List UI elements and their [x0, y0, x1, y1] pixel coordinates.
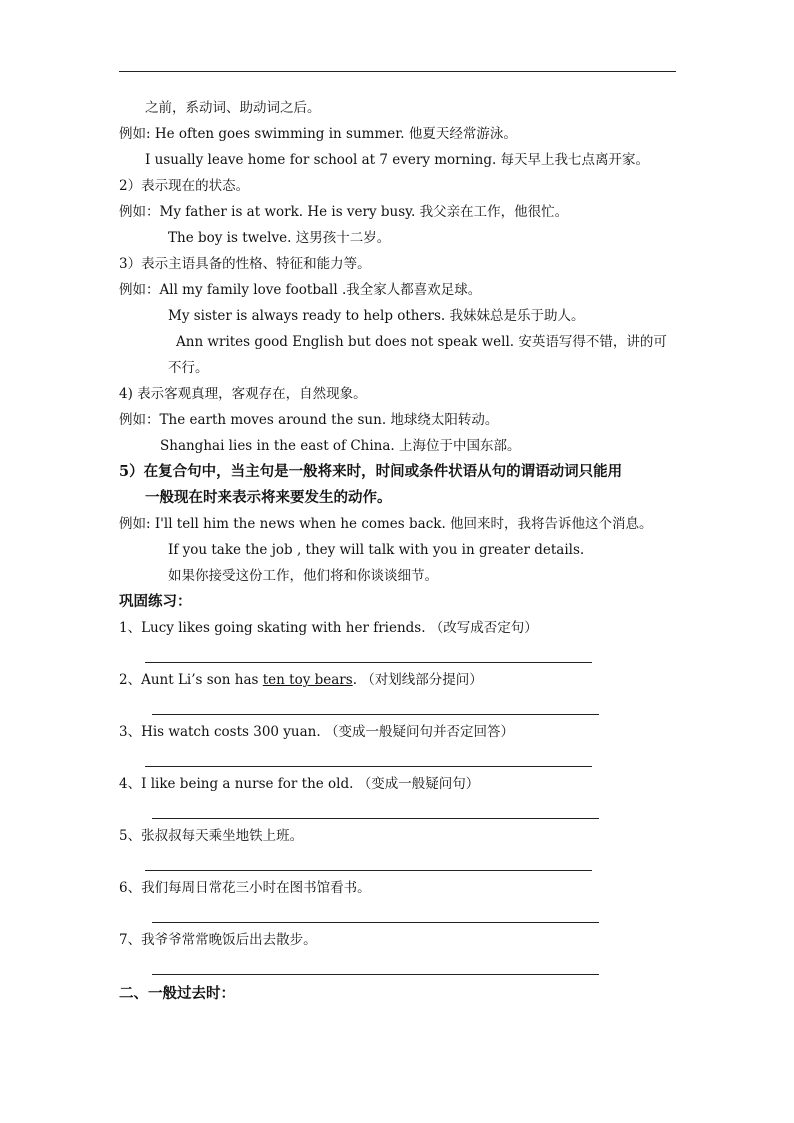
exercise-5: 5、张叔叔每天乘坐地铁上班。: [119, 828, 304, 844]
example-line: 例如: He often goes swimming in summer. 他夏天经常游泳。: [119, 126, 517, 142]
example-line: Shanghai lies in the east of China. 上海位于中国东部。: [160, 438, 521, 454]
example-line: 例如: I'll tell him the news when he comes back. 他回来时，我将告诉他这个消息。: [119, 516, 653, 532]
example-line: The boy is twelve. 这男孩十二岁。: [168, 230, 391, 246]
answer-blank-7[interactable]: [152, 974, 599, 975]
exercise-1: 1、Lucy likes going skating with her friends. （改写成否定句）: [119, 620, 538, 636]
answer-blank-3[interactable]: [145, 766, 592, 767]
exercise-2-prefix: 2、Aunt Li’s son has: [119, 672, 263, 688]
example-line: 不行。: [168, 360, 209, 376]
answer-blank-4[interactable]: [152, 818, 599, 819]
example-line: If you take the job , they will talk with you in greater details.: [168, 542, 585, 558]
exercise-7: 7、我爷爷常常晚饭后出去散步。: [119, 932, 317, 948]
text-line: 之前，系动词、助动词之后。: [145, 100, 321, 116]
header-rule: [119, 71, 676, 72]
exercise-2-suffix: . （对划线部分提问）: [352, 672, 483, 688]
example-line: Ann writes good English but does not speak well. 安英语写得不错，讲的可: [176, 334, 667, 350]
exercise-heading: 巩固练习：: [119, 593, 192, 610]
example-line: 例如：My father is at work. He is very busy. 我父亲在工作，他很忙。: [119, 204, 569, 220]
example-line: 如果你接受这份工作，他们将和你谈谈细节。: [168, 568, 438, 584]
answer-blank-6[interactable]: [152, 922, 599, 923]
exercise-4: 4、I like being a nurse for the old. （变成一般疑问句）: [119, 776, 480, 792]
underlined-phrase: ten toy bears: [262, 672, 353, 688]
example-line: 例如：The earth moves around the sun. 地球绕太阳转动。: [119, 412, 499, 428]
rule-heading: 4) 表示客观真理，客观存在，自然现象。: [119, 386, 367, 402]
rule-heading: 2）表示现在的状态。: [119, 178, 250, 194]
rule-heading-bold: 一般现在时来表示将来要发生的动作。: [145, 489, 392, 506]
rule-heading: 3）表示主语具备的性格、特征和能力等。: [119, 256, 371, 272]
example-line: My sister is always ready to help others. 我妹妹总是乐于助人。: [168, 308, 585, 324]
example-line: I usually leave home for school at 7 every morning. 每天早上我七点离开家。: [145, 152, 650, 168]
answer-blank-2[interactable]: [152, 714, 599, 715]
exercise-6: 6、我们每周日常花三小时在图书馆看书。: [119, 880, 371, 896]
example-line: 例如：All my family love football .我全家人都喜欢足球。: [119, 282, 482, 298]
answer-blank-5[interactable]: [145, 870, 592, 871]
answer-blank-1[interactable]: [145, 662, 592, 663]
section-heading: 二、一般过去时：: [119, 985, 235, 1002]
exercise-3: 3、His watch costs 300 yuan. （变成一般疑问句并否定回答）: [119, 724, 514, 740]
exercise-2: [119, 670, 483, 690]
rule-heading-bold: 5）在复合句中，当主句是一般将来时，时间或条件状语从句的谓语动词只能用: [119, 463, 623, 480]
